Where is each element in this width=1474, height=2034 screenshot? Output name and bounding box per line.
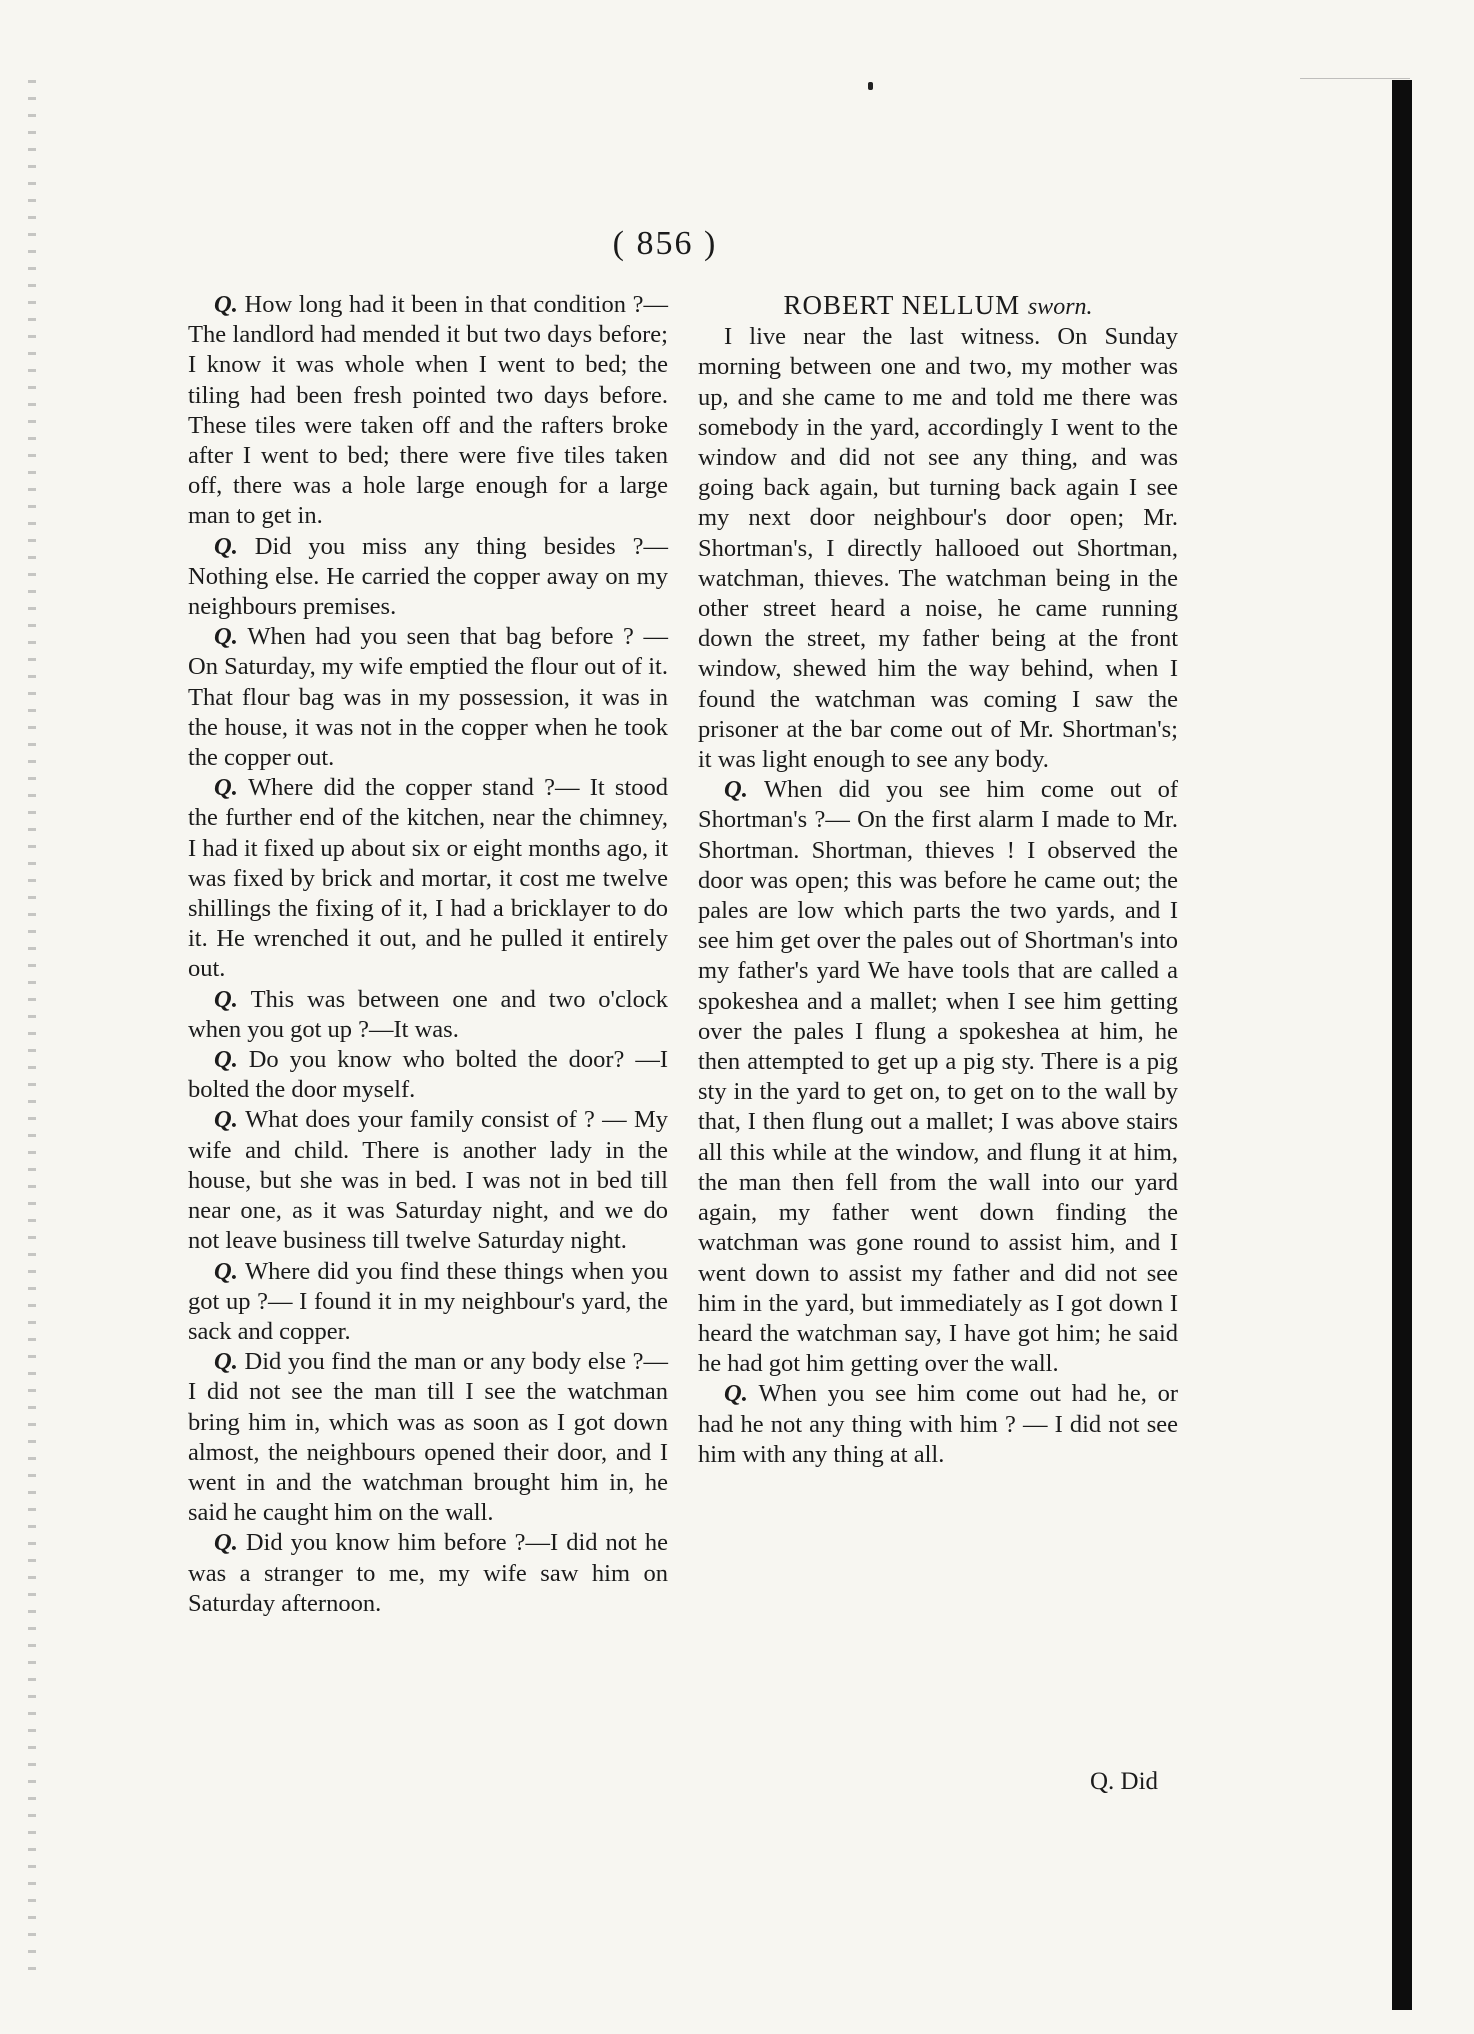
paragraph-text: When did you see him come out of Shortman's ?— On the first alarm I made to Mr. Shortman. Shortman, thieves ! I observed the door was open; this was before he came out; the pales are low which parts the two yards, and I see him get over the pales out of Shortman's into my father's yard We have tools that are called a spokeshea and a mallet; when I see him getting over the pales I flung a spokeshea at him, he then attempted to get up a pig sty. There is a pig sty in the yard to get on, to get on to the wall by that, I then flung out a mallet; I was above stairs all this while at the window, and flung it at him, the man then fell from the wall into our yard again, my father went down finding the watchman was gone round to assist him, and I went down to assist my father and did not see him in the yard, but immediately as I got down I heard the watchman say, I have got him; he said he had got him getting over the wall. bbox=[698, 776, 1178, 1378]
paragraph-text: Where did the copper stand ?— It stood the further end of the kitchen, near the chimney, I had it fixed up about six or eight months ago, it was fixed by brick and mortar, it cost me twelve shillings the fixing of it, I had a bricklayer to do it. He wrenched it out, and he pulled it entirely out. bbox=[188, 774, 668, 983]
left-margin-scan-noise bbox=[28, 80, 36, 1980]
right-paragraphs bbox=[698, 322, 1178, 1470]
testimony-paragraph bbox=[188, 1045, 668, 1105]
question-marker: Q. bbox=[214, 532, 255, 560]
testimony-paragraph bbox=[698, 322, 1178, 775]
testimony-paragraph bbox=[698, 1379, 1178, 1470]
witness-heading bbox=[698, 290, 1178, 322]
catchword: Q. Did bbox=[1090, 1768, 1159, 1795]
paragraph-text: Do you know who bolted the door? —I bolted the door myself. bbox=[188, 1046, 668, 1104]
question-marker: Q. bbox=[214, 1257, 245, 1285]
paragraph-text: Did you miss any thing besides ?— Nothing else. He carried the copper away on my neighbours premises. bbox=[188, 532, 668, 621]
paragraph-text: When you see him come out had he, or had he not any thing with him ? — I did not see him with any thing at all. bbox=[698, 1380, 1178, 1468]
witness-sworn: sworn. bbox=[1027, 294, 1093, 320]
paragraph-text: This was between one and two o'clock when you got up ?—It was. bbox=[188, 985, 669, 1043]
question-marker: Q. bbox=[214, 774, 249, 802]
testimony-paragraph bbox=[188, 1257, 668, 1348]
testimony-paragraph bbox=[188, 622, 668, 773]
testimony-paragraph bbox=[188, 1105, 668, 1256]
question-marker: Q. bbox=[724, 1380, 759, 1408]
question-marker: Q. bbox=[214, 623, 248, 651]
ink-speck bbox=[868, 82, 873, 90]
question-marker: Q. bbox=[214, 1046, 249, 1074]
testimony-paragraph bbox=[698, 775, 1178, 1379]
witness-name: ROBERT NELLUM bbox=[783, 290, 1021, 320]
paragraph-text: Did you find the man or any body else ?— I did not see the man till I see the watchman bring him in, which was as soon as I got down almost, the neighbours opened their door, and I went in and the watchman brought him in, he said he caught him on the wall. bbox=[188, 1348, 668, 1527]
paragraph-text: How long had it been in that condition ?— The landlord had mended it but two days before; I know it was whole when I went to bed; the tiling had been fresh pointed two days before. These tiles were taken off and the rafters broke after I went to bed; there were five tiles taken off, there was a hole large enough for a large man to get in. bbox=[188, 291, 668, 530]
paragraph-text: Did you know him before ?—I did not he was a stranger to me, my wife saw him on Saturday afternoon. bbox=[188, 1529, 668, 1617]
page-edge-shadow bbox=[1392, 80, 1412, 2010]
testimony-paragraph bbox=[188, 1347, 668, 1528]
testimony-paragraph bbox=[188, 290, 668, 532]
question-marker: Q. bbox=[214, 985, 251, 1013]
question-marker: Q. bbox=[214, 1106, 246, 1134]
question-marker: Q. bbox=[214, 1348, 245, 1376]
question-marker: Q. bbox=[724, 776, 764, 804]
paragraph-text: Where did you find these things when you got up ?— I found it in my neighbour's yard, the sack and copper. bbox=[188, 1257, 668, 1345]
testimony-paragraph bbox=[188, 985, 668, 1045]
paragraph-text: I live near the last witness. On Sunday morning between one and two, my mother was up, and she came to me and told me there was somebody in the yard, accordingly I went to the window and did not see any thing, and was going back again, but turning back again I see my next door neighbour's door open; Mr. Shortman's, I directly hallooed out Shortman, watchman, thieves. The watchman being in the other street heard a noise, he came running down the street, my father being at the front window, shewed him the way behind, when I found the watchman was coming I saw the prisoner at the bar come out of Mr. Shortman's; it was light enough to see any body. bbox=[698, 323, 1178, 774]
paragraph-text: When had you seen that bag before ? — On Saturday, my wife emptied the flour out of it. That flour bag was in my possession, it was in the house, it was not in the copper when he took the copper out. bbox=[188, 623, 668, 772]
left-column bbox=[188, 290, 668, 1619]
testimony-paragraph bbox=[188, 532, 668, 623]
paragraph-text: What does your family consist of ? — My wife and child. There is another lady in the house, but she was in bed. I was not in bed till near one, as it was Saturday night, and we do not leave business till twelve Saturday night. bbox=[188, 1106, 668, 1255]
page-number: ( 856 ) bbox=[612, 225, 718, 262]
testimony-paragraph bbox=[188, 773, 668, 984]
testimony-paragraph bbox=[188, 1528, 668, 1619]
question-marker: Q. bbox=[214, 1529, 246, 1557]
margin-rule bbox=[1300, 78, 1410, 79]
right-column bbox=[698, 290, 1178, 1470]
question-marker: Q. bbox=[214, 291, 245, 318]
